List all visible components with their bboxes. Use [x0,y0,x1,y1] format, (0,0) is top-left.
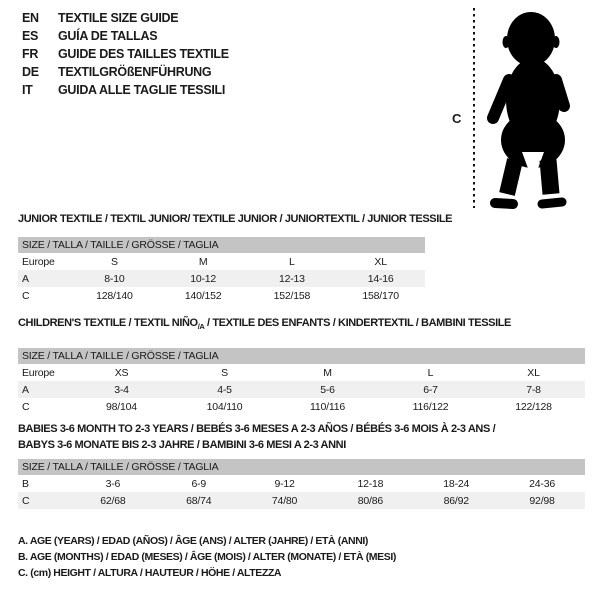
table-cell: 18-24 [443,477,470,490]
table-cell: S [221,366,228,379]
section-title [18,421,585,453]
table-row-age [18,270,425,287]
language-row-en [22,9,229,27]
table-cell: 92/98 [529,494,555,507]
table-cell: 128/140 [96,289,133,302]
language-row-fr [22,45,229,63]
language-list [22,9,229,99]
table-cell: 7-8 [526,383,541,396]
row-label: Europe [22,255,55,268]
table-cell: 80/86 [357,494,384,507]
table-row-europe [18,253,425,270]
title-line-1: BABIES 3-6 MONTH TO 2-3 YEARS / BEBÉS 3-6 MESES A 2-3 AÑOS / BÉBÉS 3-6 MOIS À 2-3 ANS / [18,423,496,435]
table-cell: 122/128 [515,400,552,413]
table-cell: 6-9 [191,477,207,490]
table-cell: XS [114,366,129,379]
table-cell: 140/152 [184,289,222,302]
row-label: Europe [22,366,55,379]
table-cell: 9-12 [274,477,295,490]
note-age-years: A. AGE (YEARS) / EDAD (AÑOS) / ÂGE (ANS) / ALTER (JAHRE) / ETÀ (ANNI) [18,535,369,547]
table-cell: 10-12 [190,272,217,285]
babies-size-table [18,475,585,509]
table-cell: 24-36 [529,477,555,490]
table-cell: 116/122 [412,400,449,413]
section-babies-textile [18,421,585,509]
row-label: A [22,383,29,396]
childrens-size-table [18,364,585,415]
legend-notes [18,533,396,581]
table-cell: 4-5 [217,383,232,396]
language-title: GUÍA DE TALLAS [58,29,158,43]
table-cell: 68/74 [186,494,212,507]
table-cell: M [323,366,332,379]
height-label: C [452,111,462,126]
language-code: IT [22,83,33,97]
table-cell: L [427,366,434,379]
table-cell: 110/116 [310,400,345,413]
table-cell: 86/92 [443,494,469,507]
table-cell: XL [374,255,387,268]
size-header-bar: SIZE / TALLA / TAILLE / GRÖSSE / TAGLIA [18,348,585,364]
section-title [18,317,585,333]
row-label: C [22,289,30,302]
table-row-months [18,475,585,492]
language-row-es [22,27,229,45]
table-row-age [18,381,585,398]
baby-silhouette-icon [493,12,565,204]
table-cell: S [110,255,118,268]
row-label: B [22,477,29,490]
table-cell: 3-6 [105,477,121,490]
title-subscript: /A [197,322,205,332]
table-row-height [18,398,585,415]
language-row-de [22,63,229,81]
table-cell: M [198,255,208,268]
baby-height-figure [445,0,595,215]
language-code: EN [22,11,39,25]
language-code: DE [22,65,39,79]
note-age-months: B. AGE (MONTHS) / EDAD (MESES) / ÂGE (MOIS) / ALTER (MONATE) / ETÀ (MESI) [18,551,396,563]
row-label: C [22,494,30,507]
language-code: ES [22,29,39,43]
language-title: GUIDA ALLE TAGLIE TESSILI [58,83,226,97]
title-part: CHILDREN'S TEXTILE / TEXTIL NIÑO [18,317,198,329]
title-line-2: BABYS 3-6 MONATE BIS 2-3 JAHRE / BAMBINI 3-6 MESI A 2-3 ANNI [18,439,346,451]
table-cell: L [289,255,295,268]
table-cell: 12-13 [278,272,305,285]
title-part: / TEXTILE DES ENFANTS / KINDERTEXTIL / BAMBINI TESSILE [204,317,511,329]
table-cell: 12-18 [357,477,384,490]
row-label: C [22,400,30,413]
row-label: A [22,272,29,285]
table-cell: 98/104 [106,400,137,413]
table-cell: 74/80 [271,494,298,507]
language-code: FR [22,47,39,61]
table-row-height [18,492,585,509]
table-cell: 152/158 [273,289,311,302]
table-cell: 6-7 [423,383,438,396]
table-cell: XL [527,366,540,379]
table-cell: 3-4 [114,383,129,396]
section-title: JUNIOR TEXTILE / TEXTIL JUNIOR/ TEXTILE JUNIOR / JUNIORTEXTIL / JUNIOR TESSILE [18,213,453,225]
table-cell: 8-10 [104,272,125,285]
language-row-it [22,81,229,99]
section-junior-textile [18,213,453,304]
table-row-height [18,287,425,304]
table-cell: 158/170 [362,289,399,302]
language-title: TEXTILE SIZE GUIDE [58,11,179,25]
size-header-bar: SIZE / TALLA / TAILLE / GRÖSSE / TAGLIA [18,459,585,475]
junior-size-table [18,253,425,304]
language-title: GUIDE DES TAILLES TEXTILE [58,47,229,61]
language-title: TEXTILGRÖßENFÜHRUNG [58,65,212,79]
table-cell: 5-6 [320,383,335,396]
size-header-bar: SIZE / TALLA / TAILLE / GRÖSSE / TAGLIA [18,237,425,253]
table-cell: 104/110 [206,400,243,413]
note-height-cm: C. (cm) HEIGHT / ALTURA / HAUTEUR / HÖHE / ALTEZZA [18,567,282,579]
table-cell: 62/68 [100,494,126,507]
section-childrens-textile [18,317,585,415]
table-row-europe [18,364,585,381]
table-cell: 14-16 [367,272,394,285]
